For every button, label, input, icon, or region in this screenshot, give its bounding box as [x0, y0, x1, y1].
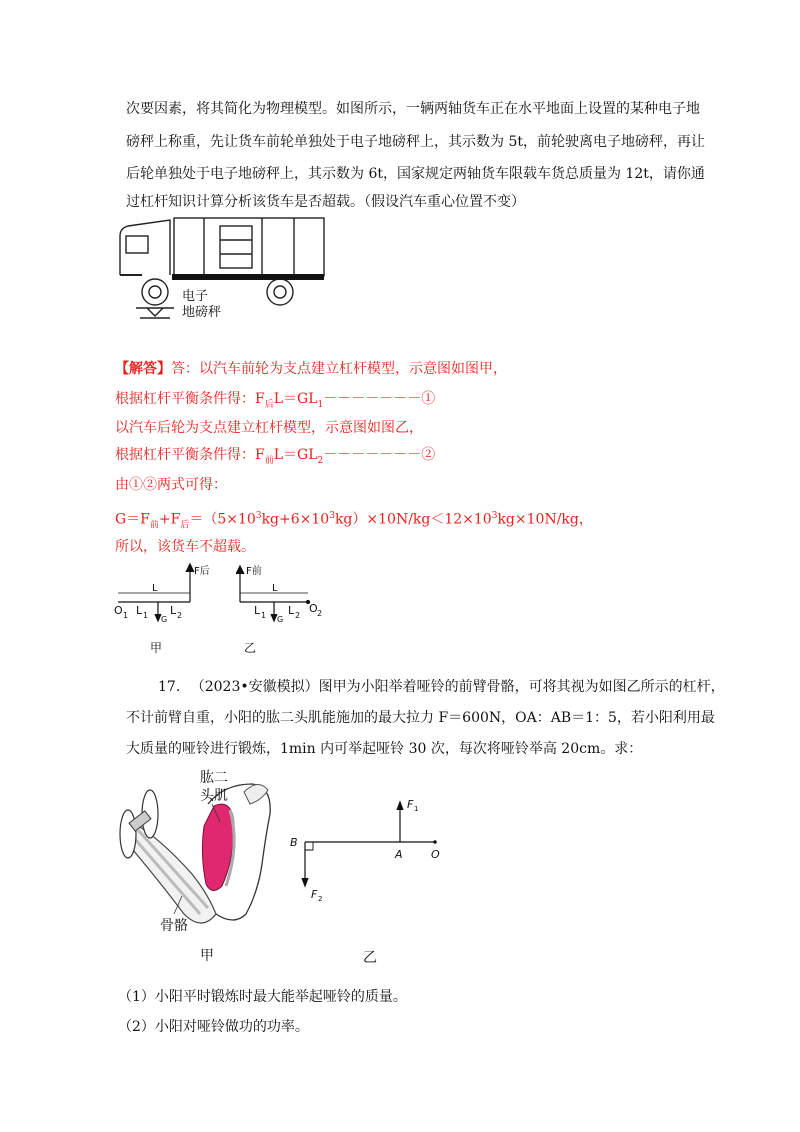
- answer-6-a: G＝F: [115, 511, 150, 528]
- truck-figure: [112, 212, 342, 332]
- answer-line-2: [115, 390, 435, 414]
- problem16-line-1: 次要因素，将其简化为物理模型。如图所示，一辆两轴货车正在水平地面上设置的某种电子地: [126, 101, 700, 117]
- biceps-label-2: 头肌: [200, 788, 228, 804]
- lever-F1-sub: 1: [414, 805, 419, 813]
- yi-L1-sub: 1: [261, 611, 267, 620]
- jia-O-sub: 1: [123, 611, 129, 620]
- answer-2-sub2: 1: [317, 399, 324, 410]
- yi-L-label: L: [272, 583, 278, 594]
- lever-diagram-jia: [112, 560, 212, 660]
- lever-F2-label: F: [311, 888, 318, 901]
- answer-line-3: 以汽车后轮为支点建立杠杆模型，示意图如图乙，: [115, 420, 423, 436]
- jia-L2-label: L: [170, 604, 177, 617]
- problem17-line-1: [158, 678, 725, 696]
- jia-O-label: O: [114, 604, 123, 617]
- answer-text-1: 答：以汽车前轮为支点建立杠杆模型，示意图如图甲，: [171, 361, 507, 377]
- scale-label-1: 电子: [182, 289, 209, 304]
- lever-F2-sub: 2: [318, 895, 323, 903]
- answer-6-e: kg）×10N/kg＜12×10: [334, 511, 492, 528]
- problem17-line-2: 不计前臂自重，小阳的肱二头肌能施加的最大拉力 F＝600N，OA：AB＝1：5，若小阳利用最: [126, 710, 715, 726]
- answer-line-4: [115, 446, 435, 470]
- jia-L2-sub: 2: [177, 611, 183, 620]
- yi-O-sub: 2: [317, 609, 323, 618]
- answer-4-mid: L＝GL: [273, 447, 318, 463]
- answer-6-sup3: 3: [491, 511, 498, 521]
- problem16-line-2: 磅秤上称重，先让货车前轮单独处于电子地磅秤上，其示数为 5t，前轮驶离电子地磅秤，再让: [126, 134, 705, 150]
- answer-6-sup2: 3: [329, 511, 335, 521]
- lever-B-label: B: [290, 836, 298, 849]
- biceps-label-1: 肱二: [200, 770, 228, 786]
- jia-L1-sub: 1: [143, 611, 149, 620]
- question-1: （1）小阳平时锻炼时最大能举起哑铃的质量。: [118, 989, 407, 1005]
- scale-label-2: 地磅秤: [182, 305, 222, 320]
- yi-force-label: F前: [246, 566, 262, 577]
- yi-O-label: O: [309, 602, 318, 615]
- lever-F1-label: F: [407, 798, 414, 811]
- problem16-line-4: 过杠杆知识计算分析该货车是否超载。（假设汽车重心位置不变）: [126, 194, 525, 210]
- question-2: （2）小阳对哑铃做功的功率。: [118, 1019, 309, 1035]
- answer-line-6: [115, 507, 593, 534]
- yi-L1-label: L: [254, 604, 261, 617]
- answer-6-sub2: 后: [180, 520, 190, 531]
- answer-6-sub1: 前: [149, 520, 159, 531]
- answer-2-post: －－－－－－－①: [323, 391, 436, 407]
- jia-L1-label: L: [136, 604, 143, 617]
- yi-G-label: G: [277, 615, 284, 624]
- yi-caption: 乙: [244, 641, 257, 655]
- jia-L-label: L: [152, 583, 158, 594]
- lever-figure-yi: [285, 788, 465, 968]
- answer-2-pre: 根据杠杆平衡条件得：F: [115, 391, 265, 407]
- answer-line-5: 由①②两式可得：: [115, 477, 227, 493]
- yi-L2-label: L: [288, 604, 295, 617]
- arm-caption-jia: 甲: [200, 948, 214, 964]
- answer-line-7: 所以，该货车不超载。: [115, 539, 255, 555]
- yi-L2-sub: 2: [295, 611, 301, 620]
- answer-4-sub2: 2: [317, 455, 324, 466]
- problem17-number: 17.: [158, 679, 181, 695]
- answer-6-b: +F: [158, 511, 181, 528]
- problem16-line-3: 后轮单独处于电子地磅秤上，其示数为 6t，国家规定两轴货车限载车货总质量为 12t，请你通: [126, 166, 705, 182]
- answer-4-post: －－－－－－－②: [323, 447, 436, 463]
- answer-6-c: ＝（5×10: [189, 511, 256, 528]
- problem17-line-3: 大质量的哑铃进行锻炼，1min 内可举起哑铃 30 次，每次将哑铃举高 20cm。求：: [126, 741, 643, 757]
- jia-G-label: G: [161, 615, 168, 624]
- jia-force-label: F后: [194, 566, 210, 577]
- lever-O-label: O: [431, 848, 440, 861]
- answer-tag: 【解答】: [115, 361, 171, 377]
- arm-figure: [112, 764, 282, 966]
- lever-A-label: A: [395, 848, 403, 861]
- answer-2-sub1: 后: [264, 399, 274, 410]
- answer-6-sup1: 3: [255, 511, 262, 521]
- answer-2-mid: L＝GL: [273, 391, 318, 407]
- bone-label: 骨骼: [160, 918, 188, 934]
- answer-4-sub1: 前: [264, 455, 274, 466]
- answer-6-d: kg+6×10: [261, 511, 330, 528]
- lever-caption-yi: 乙: [363, 950, 377, 966]
- lever-diagram-yi: [236, 560, 336, 660]
- problem17-text-1: （2023•安徽模拟）图甲为小阳举着哑铃的前臂骨骼，可将其视为如图乙所示的杠杆，: [190, 679, 725, 695]
- answer-4-pre: 根据杠杆平衡条件得：F: [115, 447, 265, 463]
- jia-caption: 甲: [150, 641, 163, 655]
- answer-line-1: [115, 360, 507, 378]
- answer-6-f: kg×10N/kg，: [497, 511, 593, 528]
